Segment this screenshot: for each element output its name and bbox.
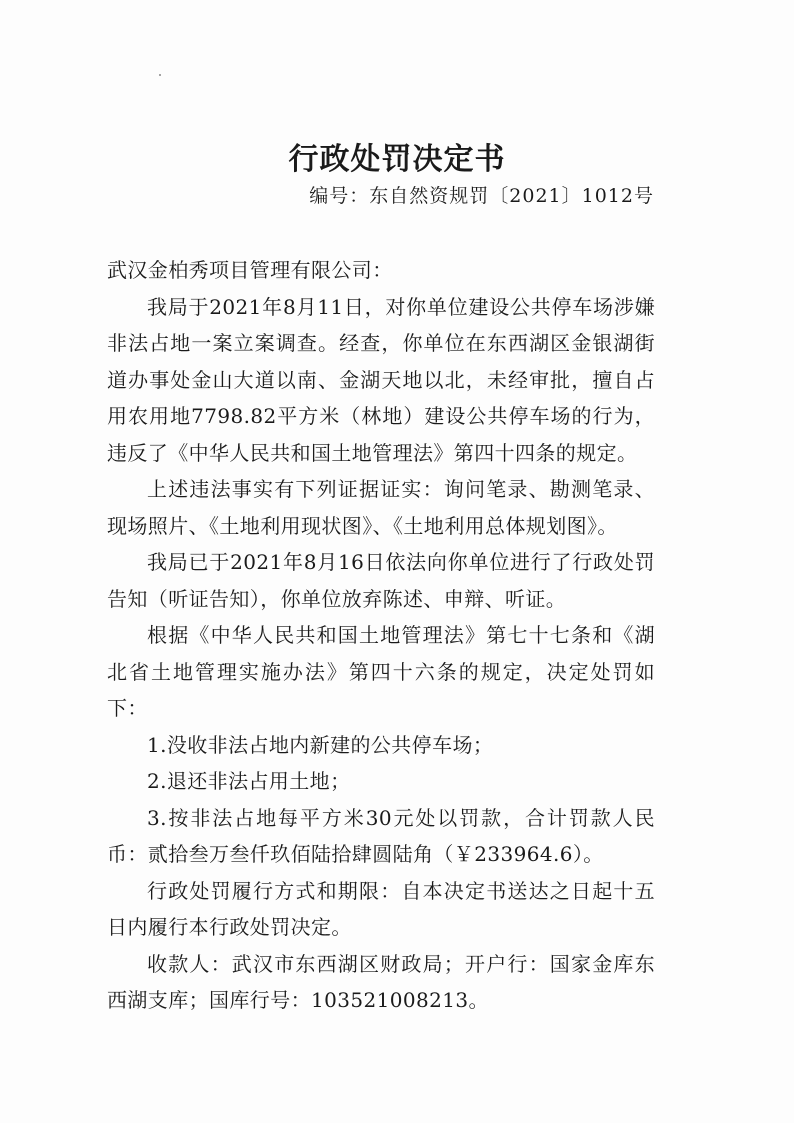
document-body (107, 252, 655, 1019)
paragraph-facts: 我局于2021年8月11日，对你单位建设公共停车场涉嫌非法占地一案立案调查。经查，你单位在东西湖区金银湖街道办事处金山大道以南、金湖天地以北，未经审批，擅自占用农用地7798.82平方米（林地）建设公共停车场的行为，违反了《中华人民共和国土地管理法》第四十四条的规定。 (107, 294, 655, 465)
paragraph-deadline: 行政处罚履行方式和期限：自本决定书送达之日起十五日内履行本行政处罚决定。 (107, 878, 655, 939)
paragraph-notice: 我局已于2021年8月16日依法向你单位进行了行政处罚告知（听证告知），你单位放弃陈述、申辩、听证。 (107, 550, 655, 611)
addressee: 武汉金柏秀项目管理有限公司： (107, 258, 393, 282)
paragraph-evidence: 上述违法事实有下列证据证实：询问笔录、勘测笔录、现场照片、《土地利用现状图》、《土地利用总体规划图》。 (107, 477, 655, 538)
document-title: 行政处罚决定书 (288, 142, 506, 177)
document-number: 编号：东自然资规罚〔2021〕1012号 (309, 185, 654, 207)
penalty-item-2: 2.退还非法占用土地； (147, 769, 351, 793)
penalty-item-1: 1.没收非法占地内新建的公共停车场； (147, 732, 494, 757)
penalty-item-3: 3.按非法占地每平方米30元处以罚款，合计罚款人民币：贰拾叁万叁仟玖佰陆拾肆圆陆角（￥233964.6）。 (107, 805, 655, 866)
scan-speck (159, 74, 161, 76)
paragraph-payee: 收款人：武汉市东西湖区财政局；开户行：国家金库东西湖支库；国库行号：103521008213。 (107, 951, 655, 1012)
paragraph-legal-basis: 根据《中华人民共和国土地管理法》第七十七条和《湖北省土地管理实施办法》第四十六条的规定，决定处罚如下： (107, 623, 655, 720)
